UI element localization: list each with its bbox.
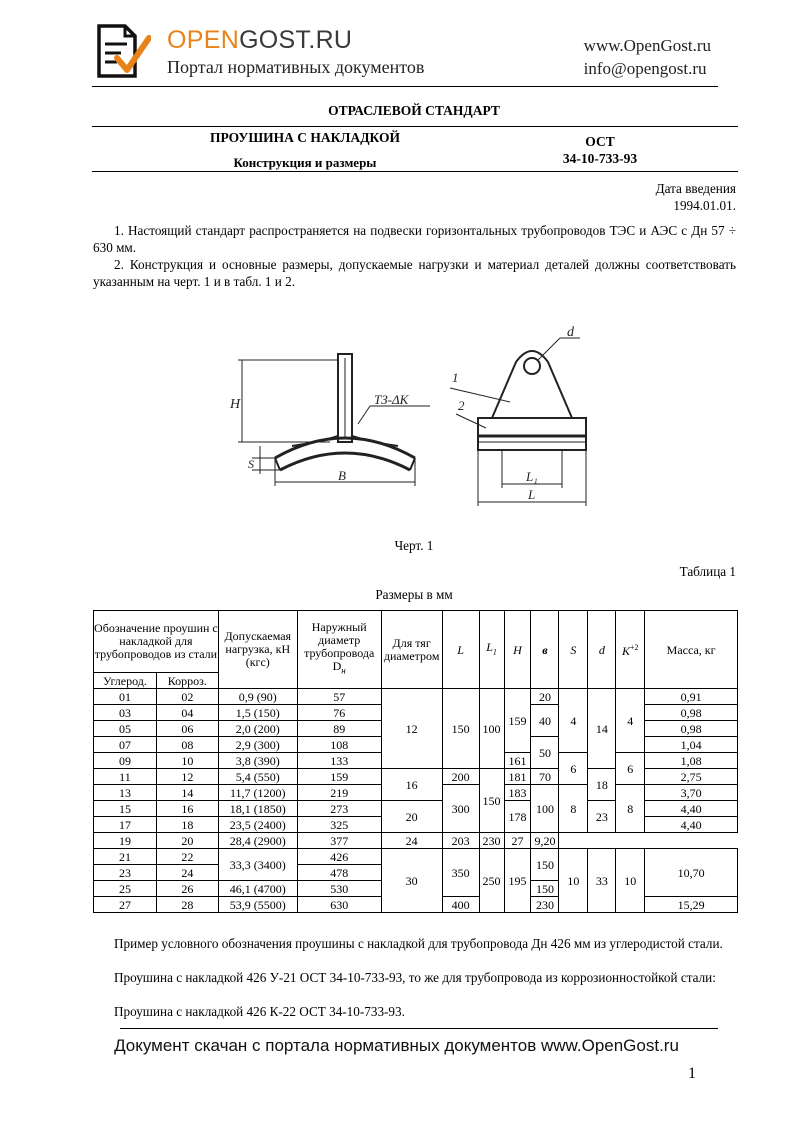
example-3: Проушина с накладкой 426 К-22 ОСТ 34-10-733-93.	[114, 1004, 405, 1019]
cell-outer-diam: 325	[297, 817, 381, 833]
label-2: 2	[458, 398, 465, 413]
cell-L: 200	[442, 769, 479, 785]
cell-corr: 06	[156, 721, 218, 737]
cell-b: 20	[531, 689, 559, 705]
cell-corr: 20	[156, 833, 218, 849]
drawing-caption: Черт. 1	[394, 538, 434, 553]
portal-tagline: Портал нормативных документов	[167, 57, 425, 77]
date-label: Дата введения	[655, 181, 736, 196]
label-l: L	[528, 487, 536, 502]
th-S: S	[559, 611, 588, 689]
cell-b: 230	[479, 833, 504, 849]
cell-carbon: 07	[94, 737, 157, 753]
cell-corr: 18	[156, 817, 218, 833]
cell-carbon: 19	[94, 833, 157, 849]
cell-outer-diam: 426	[297, 849, 381, 865]
cell-outer-diam: 630	[297, 897, 381, 913]
paragraph-1: 1. Настоящий стандарт распространяется на подвески горизонтальных трубопроводов ТЭС и АЭС с Дн 57 ÷ 630 мм.	[93, 223, 736, 255]
date-value: 1994.01.01.	[673, 198, 736, 213]
cell-carbon: 09	[94, 753, 157, 769]
cell-corr: 02	[156, 689, 218, 705]
cell-corr: 26	[156, 881, 218, 897]
cell-d: 23	[588, 801, 616, 833]
cell-rod: 12	[381, 689, 442, 769]
document-check-icon	[95, 22, 151, 80]
example-2: Проушина с накладкой 426 У-21 ОСТ 34-10-733-93, то же для трубопровода из коррозионностойкой стали:	[114, 970, 716, 985]
cell-mass: 0,98	[645, 721, 738, 737]
cell-d: 33	[588, 849, 616, 913]
cell-H: 181	[504, 769, 531, 785]
cell-outer-diam: 133	[297, 753, 381, 769]
email-link[interactable]: info@opengost.ru	[583, 59, 707, 78]
cell-carbon: 11	[94, 769, 157, 785]
th-L1	[479, 611, 504, 689]
th-rod-diam: Для тяг диаметром	[381, 611, 442, 689]
footer-divider	[120, 1028, 718, 1029]
footer-text: Документ скачан с портала нормативных документов www.OpenGost.ru	[114, 1036, 679, 1055]
paragraph-2: 2. Конструкция и основные размеры, допускаемые нагрузки и материал деталей должны соответствовать указанным на черт. 1 и в табл. 1 и 2.	[93, 257, 736, 289]
cell-rod: 30	[381, 849, 442, 913]
cell-corr: 22	[156, 849, 218, 865]
cell-d: 18	[588, 769, 616, 801]
cell-H: 195	[504, 849, 531, 913]
cell-load: 5,4 (550)	[218, 769, 297, 785]
cell-outer-diam: 89	[297, 721, 381, 737]
cell-S: 8	[559, 785, 588, 833]
table-row	[94, 849, 738, 865]
cell-carbon: 23	[94, 865, 157, 881]
example-1: Пример условного обозначения проушины с накладкой для трубопровода Дн 426 мм из углеродистой стали.	[114, 936, 723, 951]
cell-mass: 3,70	[645, 785, 738, 801]
cell-carbon: 03	[94, 705, 157, 721]
cell-load: 2,9 (300)	[218, 737, 297, 753]
cell-corr: 10	[156, 753, 218, 769]
cell-d: 27	[504, 833, 531, 849]
cell-load: 1,5 (150)	[218, 705, 297, 721]
title-rule-bottom	[92, 171, 738, 172]
cell-L1: 250	[479, 849, 504, 913]
cell-load: 23,5 (2400)	[218, 817, 297, 833]
th-L: L	[442, 611, 479, 689]
cell-load: 2,0 (200)	[218, 721, 297, 737]
cell-H: 183	[504, 785, 531, 801]
cell-L: 150	[442, 689, 479, 769]
th-K-sup: +2	[630, 643, 639, 652]
th-b: в	[531, 611, 559, 689]
th-L1-sub: 1	[492, 647, 497, 657]
doc-subtitle: Конструкция и размеры	[233, 155, 377, 170]
cell-outer-diam: 57	[297, 689, 381, 705]
cell-load: 53,9 (5500)	[218, 897, 297, 913]
cell-outer-diam: 273	[297, 801, 381, 817]
cell-corr: 16	[156, 801, 218, 817]
th-outer-diam-text: Наружный диаметр трубопровода D	[304, 620, 375, 674]
brand-logo-text	[167, 26, 352, 55]
cell-b: 100	[531, 785, 559, 833]
cell-load: 28,4 (2900)	[218, 833, 297, 849]
th-outer-diam	[297, 611, 381, 689]
table-units: Размеры в мм	[375, 587, 453, 602]
table-row	[94, 833, 738, 849]
th-H: H	[504, 611, 531, 689]
cell-carbon: 15	[94, 801, 157, 817]
cell-K: 6	[616, 753, 645, 785]
cell-L: 350	[442, 849, 479, 897]
cell-b: 150	[531, 849, 559, 881]
cell-S: 6	[559, 753, 588, 785]
th-carbon: Углерод.	[94, 673, 157, 689]
cell-corr: 12	[156, 769, 218, 785]
cell-S: 4	[559, 689, 588, 753]
cell-mass: 1,04	[645, 737, 738, 753]
table-caption: Таблица 1	[679, 564, 736, 579]
cell-load: 11,7 (1200)	[218, 785, 297, 801]
cell-outer-diam: 219	[297, 785, 381, 801]
cell-S: 10	[559, 849, 588, 913]
cell-L: 400	[442, 897, 479, 913]
cell-H: 203	[442, 833, 479, 849]
cell-mass: 0,91	[645, 689, 738, 705]
dimensions-table	[93, 610, 738, 913]
label-h: H	[230, 397, 241, 412]
title-rule-top	[92, 126, 738, 127]
front-view	[450, 338, 586, 506]
ost-label: ОСТ	[585, 134, 615, 149]
cell-outer-diam: 530	[297, 881, 381, 897]
label-weld: ТЗ-ΔK	[374, 392, 409, 407]
cell-outer-diam: 377	[297, 833, 381, 849]
cell-load: 33,3 (3400)	[218, 849, 297, 881]
cell-load: 46,1 (4700)	[218, 881, 297, 897]
cell-H: 159	[504, 689, 531, 753]
cell-b: 70	[531, 769, 559, 785]
cell-rod: 16	[381, 769, 442, 801]
cell-mass: 1,08	[645, 753, 738, 769]
cell-H: 161	[504, 753, 531, 769]
th-mass: Масса, кг	[645, 611, 738, 689]
cell-outer-diam: 108	[297, 737, 381, 753]
cell-carbon: 05	[94, 721, 157, 737]
cell-carbon: 21	[94, 849, 157, 865]
cell-b: 230	[531, 897, 559, 913]
label-b: B	[338, 468, 346, 483]
cell-carbon: 01	[94, 689, 157, 705]
label-l1: L₁	[526, 469, 538, 484]
cell-L1: 150	[479, 769, 504, 833]
cell-outer-diam: 478	[297, 865, 381, 881]
cell-outer-diam: 159	[297, 769, 381, 785]
label-s: S	[248, 457, 254, 471]
technical-drawing	[220, 318, 600, 518]
cell-L: 300	[442, 785, 479, 833]
cell-carbon: 25	[94, 881, 157, 897]
ost-number: 34-10-733-93	[562, 151, 638, 166]
cell-mass: 2,75	[645, 769, 738, 785]
page-number: 1	[688, 1065, 696, 1082]
cell-K: 8	[616, 785, 645, 833]
th-designation: Обозначение проушин с накладкой для трубопроводов из стали	[94, 611, 219, 673]
cell-corr: 24	[156, 865, 218, 881]
label-d: d	[567, 325, 574, 340]
header-divider	[92, 86, 718, 87]
th-L1-text: L	[486, 639, 493, 654]
th-K-text: K	[621, 644, 630, 658]
cell-mass: 10,70	[645, 849, 738, 897]
cell-mass: 9,20	[531, 833, 559, 849]
cell-b: 150	[531, 881, 559, 897]
brand-gost: GOST.RU	[239, 26, 353, 54]
cell-mass: 0,98	[645, 705, 738, 721]
cell-corr: 28	[156, 897, 218, 913]
cell-carbon: 27	[94, 897, 157, 913]
cell-mass: 4,40	[645, 801, 738, 817]
cell-rod: 20	[381, 801, 442, 833]
cell-corr: 04	[156, 705, 218, 721]
cell-load: 0,9 (90)	[218, 689, 297, 705]
table-row	[94, 689, 738, 705]
th-d: d	[588, 611, 616, 689]
cell-rod: 24	[381, 833, 442, 849]
th-load: Допускаемая нагрузка, кН (кгс)	[218, 611, 297, 689]
cell-b: 40	[531, 705, 559, 737]
cell-load: 18,1 (1850)	[218, 801, 297, 817]
cell-load: 3,8 (390)	[218, 753, 297, 769]
cell-carbon: 13	[94, 785, 157, 801]
cell-mass: 4,40	[645, 817, 738, 833]
doc-title: ПРОУШИНА С НАКЛАДКОЙ	[210, 130, 400, 145]
cell-K: 10	[616, 849, 645, 913]
cell-carbon: 17	[94, 817, 157, 833]
cell-H: 178	[504, 801, 531, 833]
website-link[interactable]: www.OpenGost.ru	[583, 36, 711, 55]
cell-K: 4	[616, 689, 645, 753]
th-K	[616, 611, 645, 689]
cell-corr: 14	[156, 785, 218, 801]
cell-b: 50	[531, 737, 559, 769]
cell-outer-diam: 76	[297, 705, 381, 721]
label-1: 1	[452, 370, 459, 385]
th-outer-diam-sub: н	[341, 665, 346, 676]
cell-mass: 15,29	[645, 897, 738, 913]
cell-L1: 100	[479, 689, 504, 769]
side-view	[238, 354, 430, 486]
contacts	[584, 34, 711, 80]
cell-d: 14	[588, 689, 616, 769]
cell-corr: 08	[156, 737, 218, 753]
doc-category: ОТРАСЛЕВОЙ СТАНДАРТ	[328, 103, 500, 118]
brand-open: OPEN	[167, 26, 240, 54]
th-corr: Корроз.	[156, 673, 218, 689]
